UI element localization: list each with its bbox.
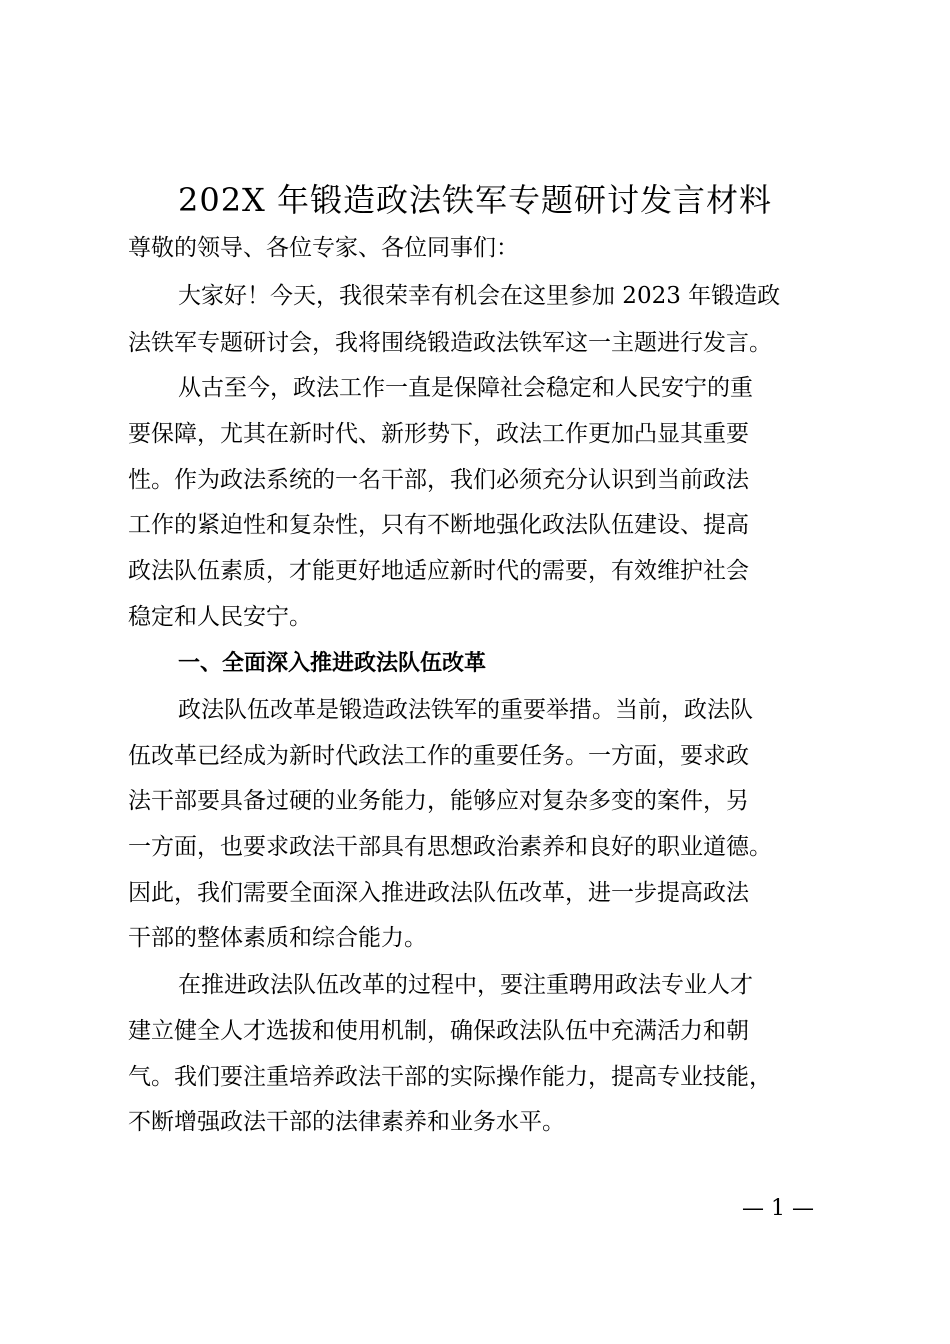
paragraph-line: 工作的紧迫性和复杂性，只有不断地强化政法队伍建设、提高 xyxy=(128,512,749,538)
paragraph-line: 法干部要具备过硬的业务能力，能够应对复杂多变的案件，另 xyxy=(128,788,749,814)
page-number: — 1 — xyxy=(742,1196,814,1221)
document-title: 202X 年锻造政法铁军专题研讨发言材料 xyxy=(177,181,773,219)
paragraph-line: 法铁军专题研讨会，我将围绕锻造政法铁军这一主题进行发言。 xyxy=(128,330,772,356)
paragraph-line: 伍改革已经成为新时代政法工作的重要任务。一方面，要求政 xyxy=(128,743,749,769)
paragraph-line: 气。我们要注重培养政法干部的实际操作能力，提高专业技能， xyxy=(128,1064,772,1090)
paragraph-line: 性。作为政法系统的一名干部，我们必须充分认识到当前政法 xyxy=(128,467,749,493)
paragraph-line: 一方面，也要求政法干部具有思想政治素养和良好的职业道德。 xyxy=(128,834,772,860)
paragraph-line: 从古至今，政法工作一直是保障社会稳定和人民安宁的重 xyxy=(178,375,753,401)
paragraph-line: 大家好！今天，我很荣幸有机会在这里参加 2023 年锻造政 xyxy=(178,283,781,309)
paragraph-line: 建立健全人才选拔和使用机制，确保政法队伍中充满活力和朝 xyxy=(128,1018,749,1044)
paragraph-line: 干部的整体素质和综合能力。 xyxy=(128,925,427,951)
section-heading: 一、全面深入推进政法队伍改革 xyxy=(178,651,487,676)
paragraph-line: 政法队伍改革是锻造政法铁军的重要举措。当前，政法队 xyxy=(178,697,753,723)
paragraph-line: 因此，我们需要全面深入推进政法队伍改革，进一步提高政法 xyxy=(128,880,749,906)
paragraph-line: 政法队伍素质，才能更好地适应新时代的需要，有效维护社会 xyxy=(128,558,749,584)
salutation: 尊敬的领导、各位专家、各位同事们： xyxy=(128,235,519,261)
paragraph-line: 稳定和人民安宁。 xyxy=(128,604,312,630)
paragraph-line: 不断增强政法干部的法律素养和业务水平。 xyxy=(128,1109,565,1135)
paragraph-line: 在推进政法队伍改革的过程中，要注重聘用政法专业人才 xyxy=(178,972,753,998)
paragraph-line: 要保障，尤其在新时代、新形势下，政法工作更加凸显其重要 xyxy=(128,421,749,447)
